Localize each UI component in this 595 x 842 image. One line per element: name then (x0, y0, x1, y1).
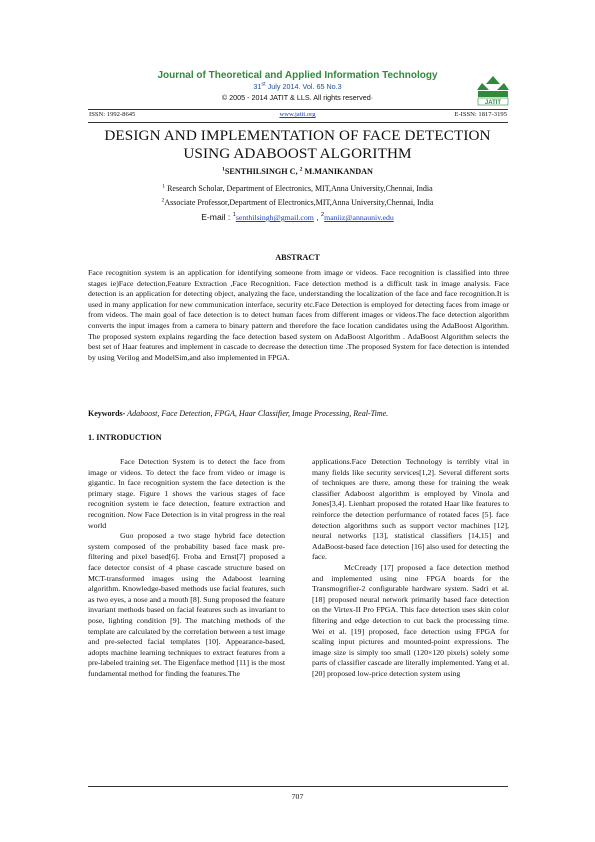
email-separator: , (313, 212, 321, 222)
footer-rule (88, 786, 508, 787)
affiliation-2-marker: 2 (161, 197, 165, 204)
right-column (312, 457, 509, 679)
email-2-link[interactable]: maniiz@annauniv.edu (324, 213, 394, 222)
paper-title-line-2: USING ADABOOST ALGORITHM (183, 145, 412, 162)
affiliation-1-marker: 1 (162, 183, 166, 190)
keywords-list: Adaboost, Face Detection, FPGA, Haar Classifier, Image Processing, Real-Time. (125, 409, 389, 418)
left-column (88, 457, 285, 679)
author-separator: , (295, 167, 300, 176)
page-number: 707 (291, 792, 304, 801)
paragraph: Face Detection System is to detect the face from image or videos. To detect the face from video or image is gigantic. In face recognition system the face detection is the primary stage. Figure 1 shows the various stages of face recognition system ie face detection, feature extraction and recognition. Now Face Detection is in vital progress in the real world (88, 457, 285, 530)
issue-volume: July 2014. Vol. 65 No.3 (265, 82, 342, 91)
copyright-notice: © 2005 - 2014 JATIT & LLS. All rights reserved· (221, 93, 374, 102)
email-1-link[interactable]: senthilsingh@gmail.com (235, 213, 314, 222)
affiliation-1 (0, 184, 595, 193)
affiliation-1-text: Research Scholar, Department of Electronics, MIT,Anna University,Chennai, India (165, 184, 433, 193)
issn-electronic: E-ISSN: 1817-3195 (454, 111, 507, 118)
email-1-marker: 1 (232, 212, 236, 219)
issn-print: ISSN: 1992-8645 (89, 111, 136, 118)
email-2-marker: 2 (321, 212, 325, 219)
jatit-logo-text: JATIT (484, 100, 502, 106)
abstract-body: Face recognition system is an application for identifying someone from image or videos. Face recognition is classified into three stages ie)Face detection,Feature Extraction ,Face Recognition. Face detection method is a difficult task in image analysis. Face detection is an application for detecting object, analyzing the face, understanding the localization of the face and face recognition.It is used in many application for new communication interface, security etc.Face Detection is employed for detecting faces from image or from videos. The main goal of face detection is to detect human faces from different images or videos.The face detection algorithm converts the input images from a camera to binary pattern and therefore the face location candidates using the AdaBoost Algorithm. The proposed system explains regarding the face detection based system on AdaBoost Algorithm . AdaBoost Algorithm selects the best set of Haar features and implement in cascade to decrease the detection time .The proposed System for face detection is intended by using Verilog and ModelSim,and also implemented in FPGA. (88, 268, 509, 362)
jatit-logo (476, 74, 510, 106)
journal-url-link[interactable]: www.jatit.org (279, 111, 316, 118)
issue-day: 31 (253, 82, 262, 91)
author-1-marker: 1 (222, 166, 225, 173)
section-heading-introduction: 1. INTRODUCTION (88, 433, 162, 442)
email-label: E-mail : (201, 212, 233, 222)
keywords-label: Keywords- (88, 409, 126, 418)
affiliation-2-text: Associate Professor,Department of Electronics,MIT,Anna University,Chennai, India (164, 198, 434, 207)
keywords (88, 409, 509, 418)
author-1: SENTHILSINGH C (224, 167, 296, 176)
paper-title-line-1: DESIGN AND IMPLEMENTATION OF FACE DETECTION (104, 127, 491, 144)
paper-title (60, 127, 535, 163)
journal-title: Journal of Theoretical and Applied Information Technology (157, 70, 438, 81)
issue-day-suffix: st (261, 81, 266, 88)
author-2-marker: 2 (299, 166, 303, 173)
email-line (0, 212, 595, 222)
abstract-heading: ABSTRACT (275, 253, 320, 262)
paragraph: Guo proposed a two stage hybrid face detection system composed of the probability based face mask pre-filtering and pixel based[6]. Froba and Ernst[7] proposed a face detector consist of 4 phase cascade structure based on MCT-transformed images using the Adaboost learning algorithm. Knowledge-based methods use facial features, such as two eyes, a nose and a mouth [8]. Sung proposed the feature invariant methods based on facial features such as invariant to pose, lighting condition [9]. The matching methods of the template are calculated by the correlation between a test image and pre-selected facial templates [10]. Appearance-based, adopts machine learning techniques to extract features from a pre-labeled training set. The Eigenface method [11] is the most fundamental method for finding the features.The (88, 531, 285, 678)
author-2: M.MANIKANDAN (302, 167, 373, 176)
paragraph: McCready [17] proposed a face detection method and implemented using nine FPGA boards for the Transmogrifier-2 configurable hardware system. Sadri et al. [18] proposed neural network primarily based face detection on the Virtex-II Pro FPGA. This face detection uses skin color filtering and edge detection to cut back the processing time. Wei et al. [19] proposed, face detection using FPGA for scaling input pictures and mounted-point expressions. The image size is simply too small (120×120 pixels) solely some parts of classifier cascade are literally implemented. Yang et al. [20] proposed low-price detection system using (312, 562, 510, 678)
paragraph: applications.Face Detection Technology is terribly vital in many fields like security services[1,2]. Several different sorts of techniques are there, among these for training the weak classifier Adaboost algorithm is employed by Vinola and Jones[3,4]. Lienhart proposed the rotated Haar like features to reinforce the detection performance of rotated faces [5]. face detection algorithms such as support vector machines [12], neural networks [13], statistical classifiers [14,15] and AdaBoost-based face detection [16] also used for detecting the face. (312, 457, 509, 562)
author-list (0, 167, 595, 176)
affiliation-2 (0, 198, 595, 207)
